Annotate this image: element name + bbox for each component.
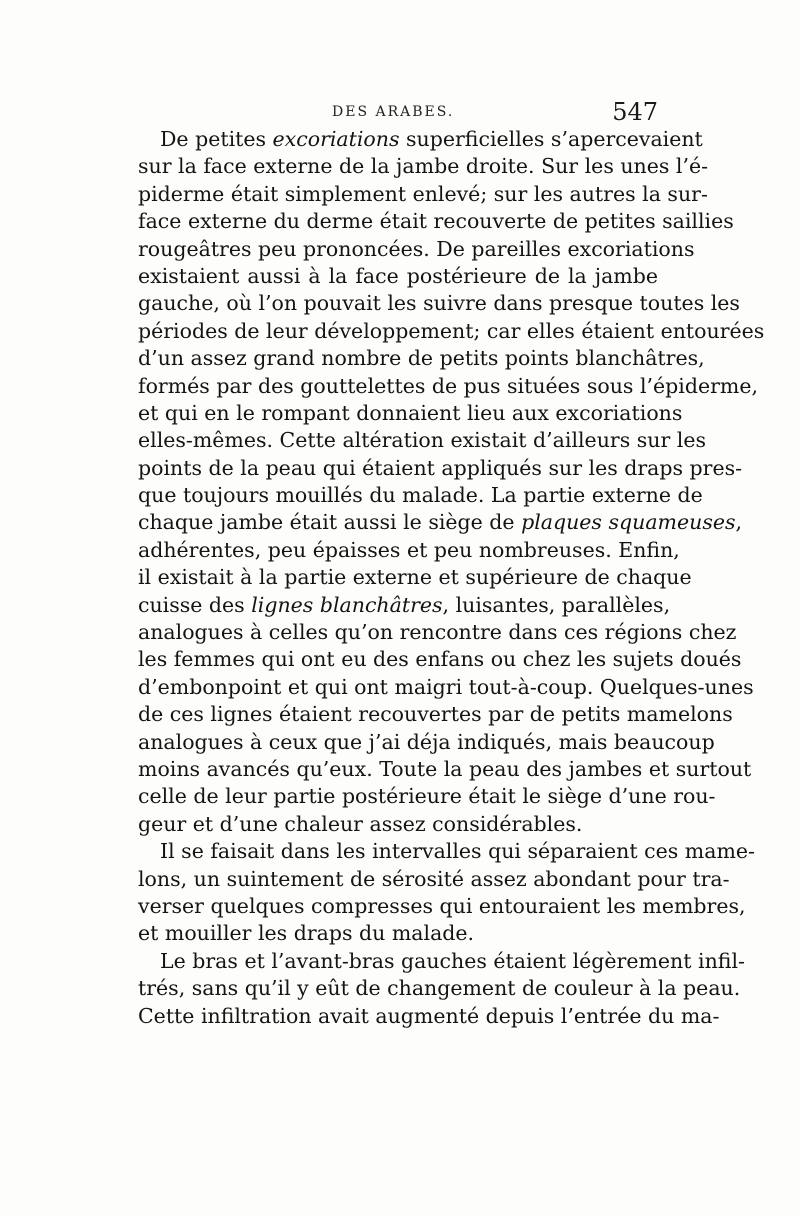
page-number: 547 <box>612 98 658 126</box>
text-line: verser quelques compresses qui entouraient les membres, <box>138 893 746 918</box>
text-line: que toujours mouillés du malade. La partie externe de <box>138 483 703 508</box>
text-line: face externe du derme était recouverte de petites saillies <box>138 209 734 234</box>
text-line: analogues à ceux que j’ai déja indiqués, mais beaucoup <box>138 729 715 754</box>
text-line: chaque jambe était aussi le siège de plaques squameuses, <box>138 510 743 535</box>
text-line: périodes de leur développement; car elles étaient entourées <box>138 318 765 343</box>
text-line: existaient aussi à la face postérieure de la jambe <box>138 263 658 288</box>
text-line: piderme était simplement enlevé; sur les autres la sur- <box>138 181 708 206</box>
italic-term: excoriations <box>272 127 400 151</box>
text-line: trés, sans qu’il y eût de changement de couleur à la peau. <box>138 976 741 1001</box>
text-line: gauche, où l’on pouvait les suivre dans presque toutes les <box>138 291 740 316</box>
text-line: points de la peau qui étaient appliqués sur les draps pres- <box>138 455 743 480</box>
text-line: et mouiller les draps du malade. <box>138 921 475 946</box>
text-line: lons, un suintement de sérosité assez abondant pour tra- <box>138 866 730 891</box>
text-line: Il se faisait dans les intervalles qui séparaient ces mame- <box>160 839 755 864</box>
text-line: et qui en le rompant donnaient lieu aux excoriations <box>138 400 683 425</box>
italic-term: lignes blanchâtres <box>251 592 443 617</box>
text-line: sur la face externe de la jambe droite. Sur les unes l’é- <box>138 154 709 179</box>
text-line: de ces lignes étaient recouvertes par de petits mamelons <box>138 702 733 727</box>
text-line: elles-mêmes. Cette altération existait d’ailleurs sur les <box>138 428 706 453</box>
text-line: moins avancés qu’eux. Toute la peau des jambes et surtout <box>138 756 752 781</box>
italic-term: plaques squameuses <box>521 510 736 535</box>
text-line: De petites excoriations superficielles s’apercevaient <box>160 127 703 151</box>
text-line: adhérentes, peu épaisses et peu nombreuses. Enfin, <box>138 537 680 562</box>
text-line: les femmes qui ont eu des enfans ou chez les sujets doués <box>138 647 742 672</box>
text-line: formés par des gouttelettes de pus situées sous l’épiderme, <box>138 373 758 398</box>
text-line: d’embonpoint et qui ont maigri tout-à-coup. Quelques-unes <box>138 674 754 699</box>
text-line: Cette infiltration avait augmenté depuis l’entrée du ma- <box>138 1003 720 1028</box>
text-line: Le bras et l’avant-bras gauches étaient légèrement infil- <box>160 948 745 973</box>
body-text <box>138 126 765 1030</box>
text-line: geur et d’une chaleur assez considérables. <box>138 811 583 836</box>
text-line: cuisse des lignes blanchâtres, luisantes, parallèles, <box>138 592 671 617</box>
text-line: il existait à la partie externe et supérieure de chaque <box>138 565 692 590</box>
text-line: celle de leur partie postérieure était le siège d’une rou- <box>138 784 716 809</box>
text-line: rougeâtres peu prononcées. De pareilles excoriations <box>138 236 695 261</box>
text-line: d’un assez grand nombre de petits points blanchâtres, <box>138 346 705 371</box>
running-title: DES ARABES. <box>332 104 455 120</box>
text-line: analogues à celles qu’on rencontre dans ces régions chez <box>138 620 737 645</box>
